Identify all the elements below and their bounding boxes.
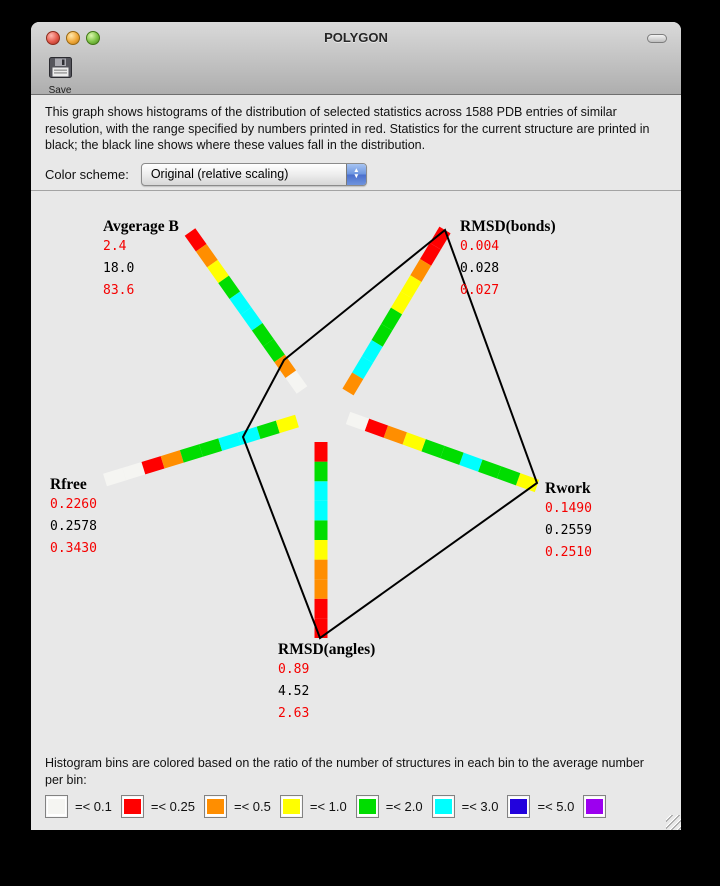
bin-swatch-purple: [586, 799, 603, 814]
legend-bins: [45, 795, 667, 818]
histogram-bin-segment: [291, 374, 302, 390]
histogram-bin-segment: [367, 343, 377, 359]
axis-max-value: 2.63: [278, 706, 310, 721]
legend-bin: [45, 795, 112, 818]
histogram-bin-segment: [386, 432, 405, 439]
axis-min-value: 0.2260: [50, 497, 97, 512]
legend-bin: [432, 795, 499, 818]
bin-swatch-orange: [207, 799, 224, 814]
polygon-window: [31, 22, 681, 830]
bin-swatch-white: [48, 799, 65, 814]
axis-max-value: 0.027: [460, 283, 500, 298]
legend-bin: [204, 795, 271, 818]
histogram-bin-segment: [499, 472, 518, 479]
bin-swatch-yellow: [283, 799, 300, 814]
legend-bin: [356, 795, 423, 818]
histogram-bin-segment: [124, 468, 143, 474]
histogram-bin-segment: [426, 246, 436, 262]
color-scheme-label: Color scheme:: [45, 166, 129, 182]
histogram-bin-segment: [182, 451, 201, 457]
histogram-bin-segment: [397, 295, 407, 311]
bin-label: =< 1.0: [309, 799, 347, 814]
histogram-bin-segment: [443, 452, 462, 459]
window-chrome: [31, 22, 681, 95]
histogram-bin-segment: [377, 327, 387, 343]
histogram-bin-segment: [235, 295, 246, 311]
color-scheme-selected-value: Original (relative scaling): [150, 166, 289, 181]
bin-swatch-box: [583, 795, 606, 818]
description-panel: [31, 96, 681, 191]
bin-swatch-box: [121, 795, 144, 818]
axis-min-value: 2.4: [103, 239, 127, 254]
histogram-bin-segment: [257, 327, 268, 343]
save-button[interactable]: [43, 56, 77, 96]
histogram-bin-segment: [143, 462, 162, 468]
save-icon: [48, 56, 73, 84]
toolbar-toggle-button[interactable]: [647, 34, 667, 43]
axis-max-value: 83.6: [103, 283, 135, 298]
histogram-bin-segment: [348, 376, 358, 392]
histogram-bin-segment: [480, 466, 499, 473]
histogram-bin-segment: [201, 445, 220, 451]
histogram-bin-segment: [424, 445, 443, 452]
axis-title: Rfree: [50, 476, 87, 493]
axis-min-value: 0.004: [460, 239, 500, 254]
bin-label: =< 0.25: [150, 799, 195, 814]
description-text: This graph shows histograms of the distribution of selected statistics across 1588 PDB entries of similar resolution, with the range specified by numbers printed in red. Statistics for the current structure are printed in black; the black line shows where these values fall in the distribution.: [45, 105, 650, 152]
bin-swatch-red: [124, 799, 141, 814]
axis-max-value: 0.3430: [50, 541, 97, 556]
axis-title: Avgerage B: [103, 218, 179, 235]
axis-group-rwork: [545, 480, 592, 564]
legend-panel: [31, 748, 681, 830]
axis-current-value: 4.52: [278, 684, 310, 699]
histogram-bin-segment: [212, 264, 223, 280]
title-bar[interactable]: [31, 22, 681, 55]
histogram-bin-segment: [163, 456, 182, 462]
axis-current-value: 0.2578: [50, 519, 97, 534]
popup-stepper-icon: ▲ ▼: [346, 164, 366, 185]
axis-current-value: 0.028: [460, 261, 500, 276]
histogram-bin-segment: [358, 360, 368, 376]
histogram-bin-segment: [348, 418, 367, 425]
axis-group-average-b: [103, 218, 179, 302]
bin-swatch-box: [432, 795, 455, 818]
histogram-bin-segment: [220, 439, 239, 445]
bin-label: =< 5.0: [537, 799, 575, 814]
axis-max-value: 0.2510: [545, 545, 592, 560]
bin-swatch-box: [280, 795, 303, 818]
bin-swatch-blue: [510, 799, 527, 814]
axis-min-value: 0.1490: [545, 501, 592, 516]
axis-title: RMSD(angles): [278, 641, 376, 658]
histogram-bin-segment: [259, 427, 278, 433]
bin-label: =< 3.0: [461, 799, 499, 814]
axis-current-value: 0.2559: [545, 523, 592, 538]
histogram-bin-segment: [246, 311, 257, 327]
legend-bin: [583, 795, 606, 818]
histogram-bin-segment: [367, 425, 386, 432]
bin-swatch-cyan: [435, 799, 452, 814]
histogram-bin-segment: [387, 311, 397, 327]
axis-current-value: 18.0: [103, 261, 135, 276]
radar-chart: [40, 191, 672, 747]
bin-swatch-box: [507, 795, 530, 818]
histogram-bin-segment: [461, 459, 480, 466]
legend-bin: [280, 795, 347, 818]
axis-group-rmsd-bonds: [460, 218, 556, 302]
bin-swatch-box: [356, 795, 379, 818]
resize-grip-icon[interactable]: [666, 815, 681, 830]
save-button-label: Save: [48, 85, 72, 96]
histogram-bin-segment: [416, 262, 426, 278]
bin-label: =< 2.0: [385, 799, 423, 814]
axis-group-rmsd-angles: [278, 641, 375, 725]
histogram-bin-segment: [278, 421, 297, 427]
bin-label: =< 0.5: [233, 799, 271, 814]
color-scheme-row: [45, 163, 667, 186]
histogram-bin-segment: [405, 438, 424, 445]
window-title: POLYGON: [324, 30, 388, 45]
legend-bin: [121, 795, 195, 818]
histogram-bin-segment: [201, 248, 212, 264]
axis-group-rfree: [50, 476, 97, 560]
color-scheme-select[interactable]: [141, 163, 367, 186]
histogram-bin-segment: [268, 343, 279, 359]
histogram-bin-segment: [190, 232, 201, 248]
bin-swatch-box: [204, 795, 227, 818]
bin-swatch-box: [45, 795, 68, 818]
axis-title: RMSD(bonds): [460, 218, 556, 235]
bin-swatch-green: [359, 799, 376, 814]
histogram-bin-segment: [406, 279, 416, 295]
axis-min-value: 0.89: [278, 662, 310, 677]
axis-title: Rwork: [545, 480, 591, 497]
histogram-bin-segment: [105, 474, 124, 480]
histogram-bin-segment: [224, 279, 235, 295]
bin-label: =< 0.1: [75, 799, 112, 814]
legend-bin: [507, 795, 574, 818]
legend-note: Histogram bins are colored based on the ratio of the number of structures in each bin to the average number per bin:: [45, 756, 644, 787]
